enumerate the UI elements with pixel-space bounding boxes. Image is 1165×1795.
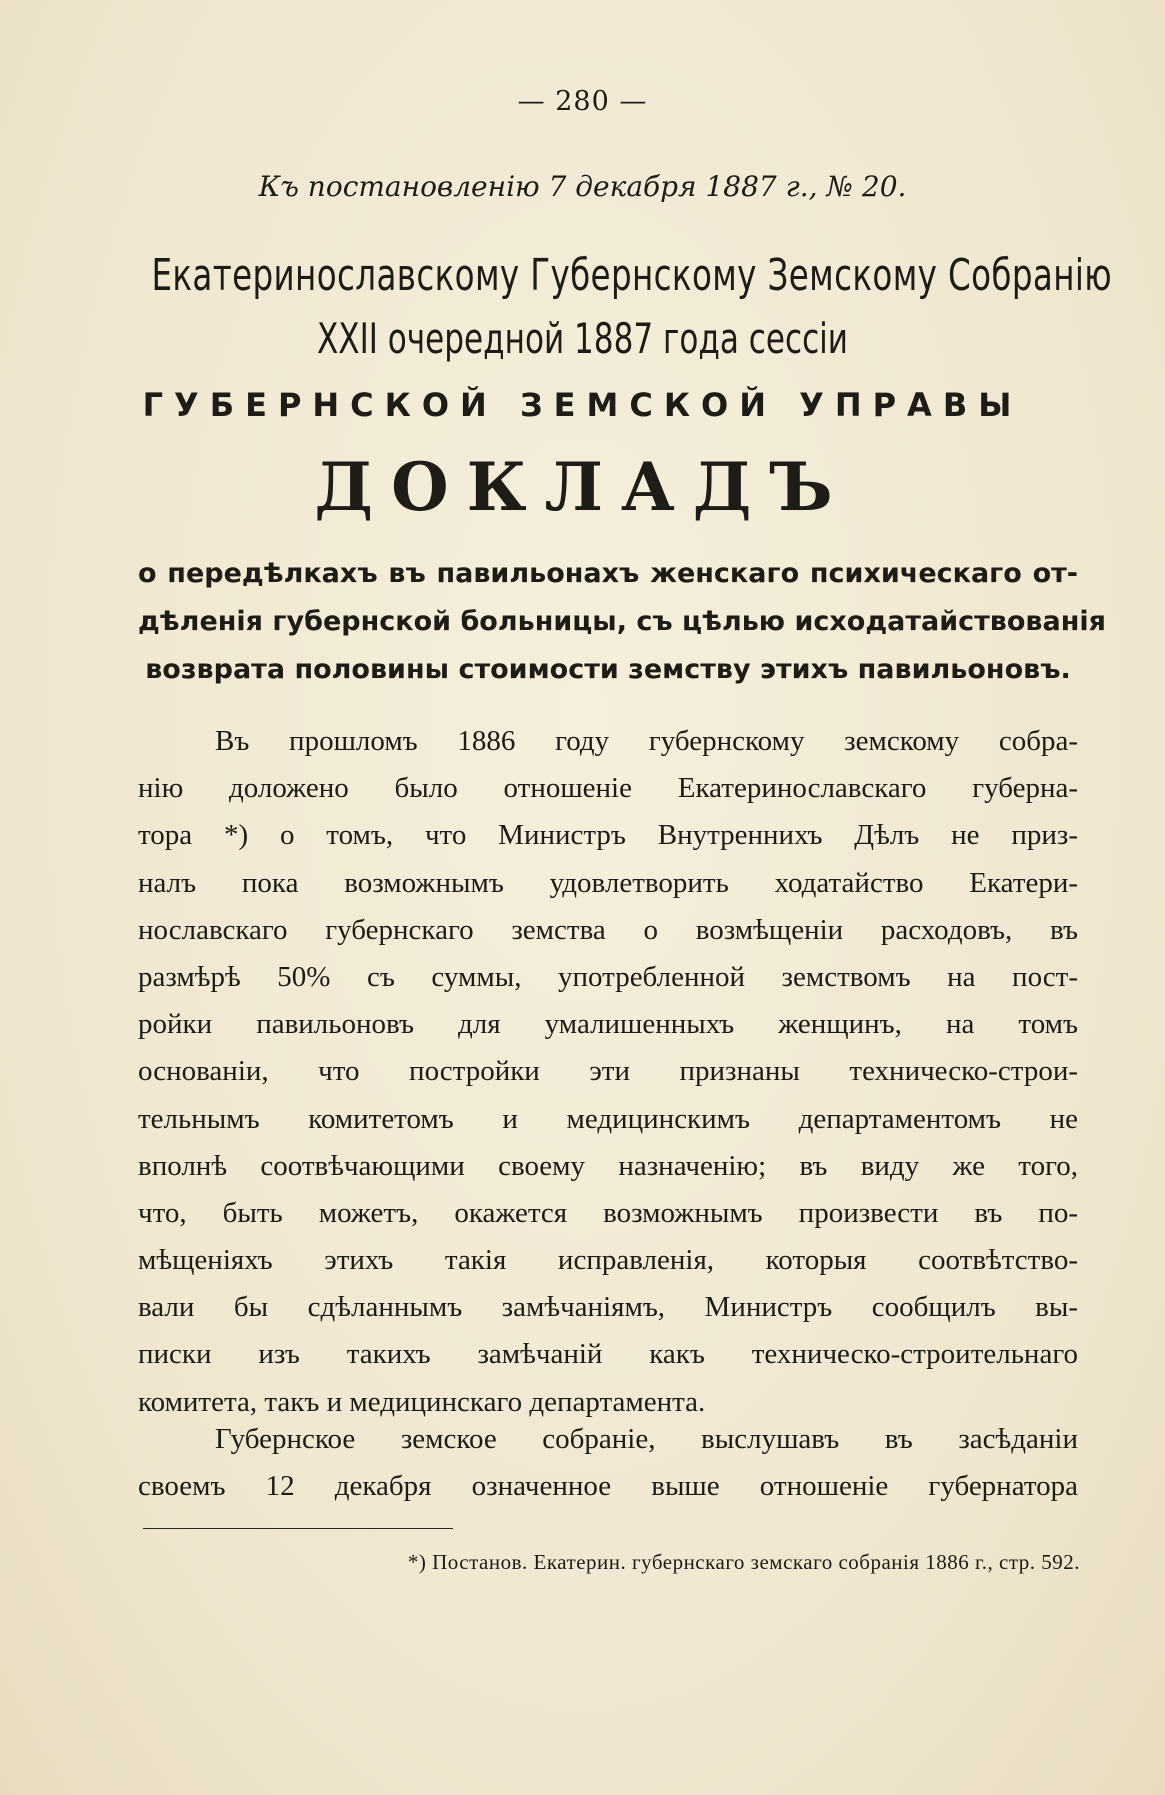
text-line: вполнѣ соотвѣчающими своему назначенію; въ виду же того, — [138, 1149, 1078, 1182]
board-heading: ГУБЕРНСКОЙ ЗЕМСКОЙ УПРАВЫ — [142, 386, 1023, 424]
paragraph-2 — [138, 1416, 1078, 1510]
text-line: нію доложено было отношеніе Екатеринославскаго губерна- — [138, 772, 1078, 805]
text-line: тора *) о томъ, что Министръ Внутреннихъ Дѣлъ не приз- — [138, 819, 1078, 852]
text-line: тельнымъ комитетомъ и медицинскимъ департаментомъ не — [138, 1102, 1078, 1135]
text-line: своемъ 12 декабря означенное выше отношеніе губернатора — [138, 1470, 1078, 1503]
text-line: нославскаго губернскаго земства о возмѣщеніи расходовъ, въ — [138, 913, 1078, 946]
footnote: *) Постанов. Екатерин. губернскаго земскаго собранія 1886 г., стр. 592. — [407, 1550, 1080, 1574]
text-line: вали бы сдѣланнымъ замѣчаніямъ, Министръ сообщилъ вы- — [138, 1291, 1078, 1324]
text-line: Губернское земское собраніе, выслушавъ въ засѣданіи — [215, 1423, 1078, 1455]
report-subject — [138, 550, 1106, 694]
page-number: — 280 — — [517, 86, 648, 117]
text-line: основаніи, что постройки эти признаны техническо-строи- — [138, 1055, 1078, 1088]
text-line: размѣрѣ 50% съ суммы, употребленной земствомъ на пост- — [138, 960, 1078, 993]
paragraph-1 — [138, 718, 1078, 1426]
text-line: налъ пока возможнымъ удовлетворить ходатайство Екатери- — [138, 866, 1078, 899]
text-line: что, быть можетъ, окажется возможнымъ произвести въ по- — [138, 1196, 1078, 1229]
resolution-reference: Къ постановленію 7 декабря 1887 г., № 20. — [258, 170, 907, 203]
subject-line: дѣленія губернской больницы, съ цѣлью исходатайствованія — [138, 606, 1106, 637]
text-line: мѣщеніяхъ этихъ такія исправленія, которыя соотвѣтство- — [138, 1244, 1078, 1277]
text-line: комитета, такъ и медицинскаго департамента. — [138, 1385, 706, 1418]
addressee-heading: Екатеринославскому Губернскому Земскому Собранію — [151, 250, 1113, 301]
text-line: Въ прошломъ 1886 году губернскому земскому собра- — [215, 725, 1078, 757]
footnote-divider — [143, 1528, 453, 1529]
subject-line: возврата половины стоимости земству этихъ павильоновъ. — [145, 654, 1071, 685]
report-title: ДОКЛАДЪ — [314, 448, 851, 526]
text-line: писки изъ такихъ замѣчаній какъ техническо-строительнаго — [138, 1338, 1078, 1371]
subject-line: о передѣлкахъ въ павильонахъ женскаго психическаго от- — [138, 558, 1078, 589]
session-heading: XXII очередной 1887 года сессіи — [316, 314, 848, 363]
text-line: ройки павильоновъ для умалишенныхъ женщинъ, на томъ — [138, 1008, 1078, 1041]
